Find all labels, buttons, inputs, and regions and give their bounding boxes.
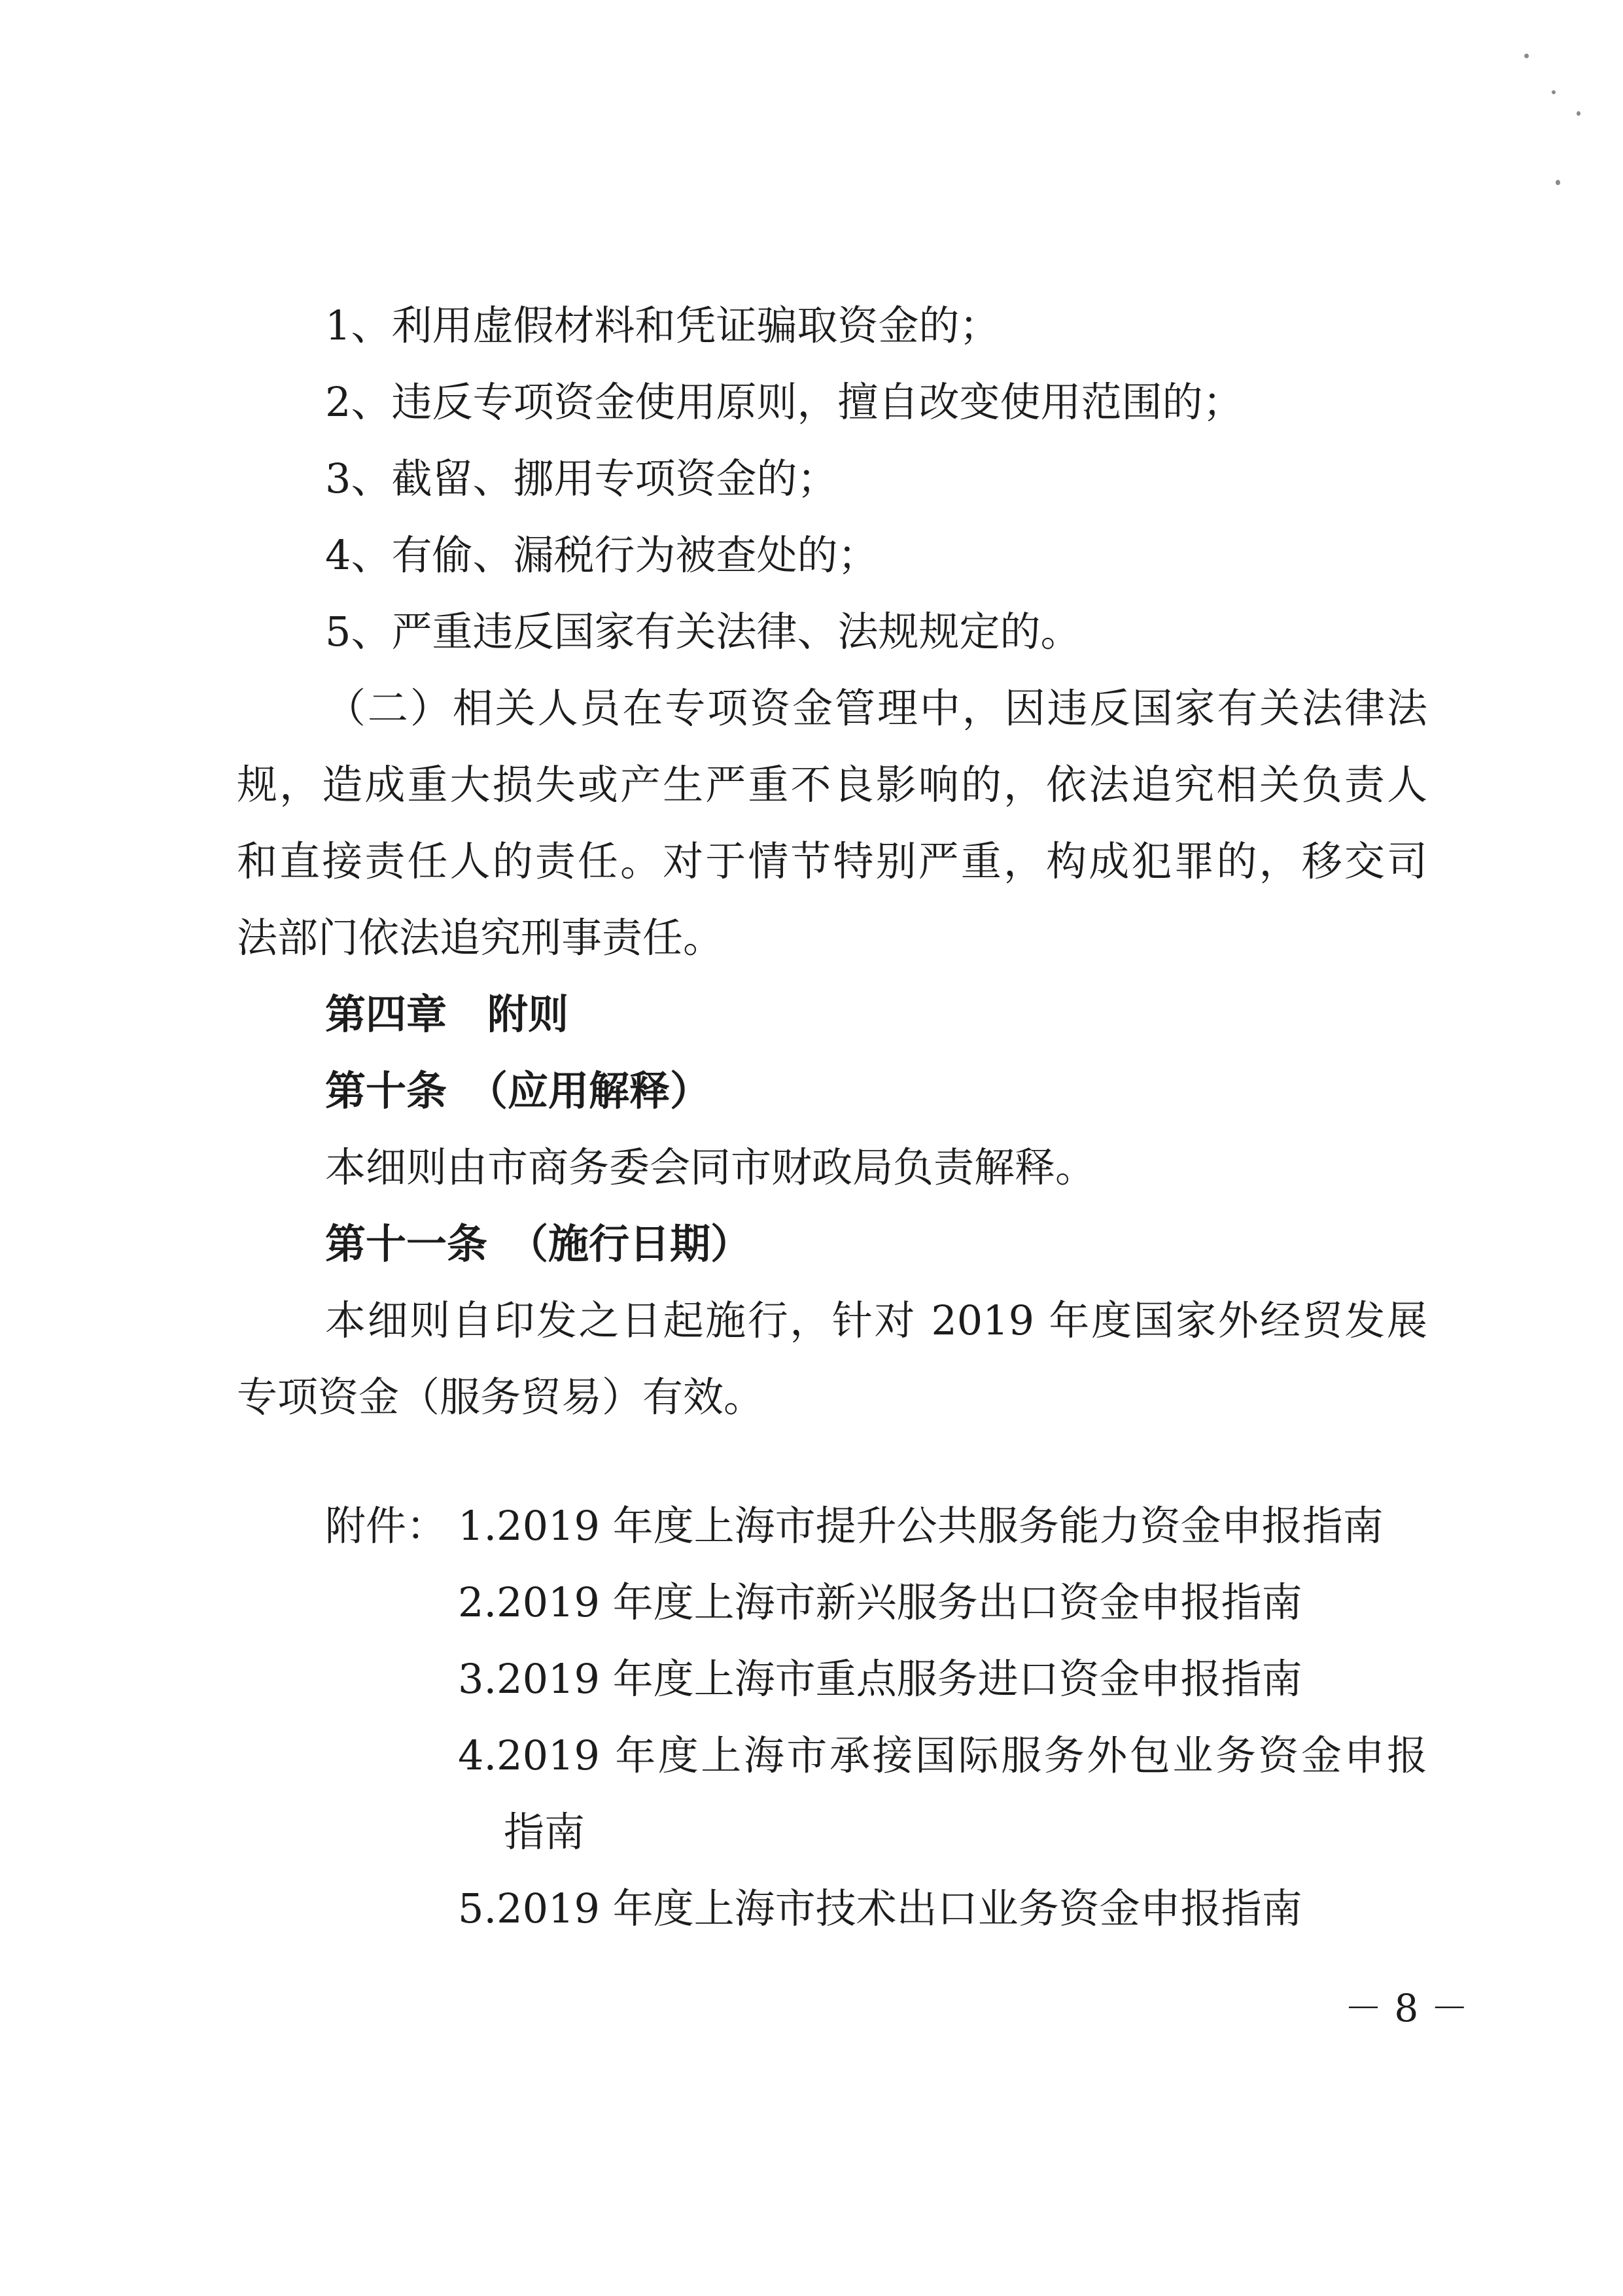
list-item: 5、严重违反国家有关法律、法规规定的。: [325, 608, 1081, 655]
article-text: 专项资金（服务贸易）有效。: [237, 1373, 765, 1421]
article-text: 本细则由市商务委会同市财政局负责解释。: [325, 1143, 1096, 1191]
list-item: 2、违反专项资金使用原则，擅自改变使用范围的；: [325, 378, 1244, 426]
attachments-label: 附件：: [325, 1502, 447, 1550]
paragraph-line: （二）相关人员在专项资金管理中，因违反国家有关法律法: [325, 684, 1427, 732]
article-text: 本细则自印发之日起施行，针对 2019 年度国家外经贸发展: [325, 1296, 1427, 1344]
paragraph-line: 法部门依法追究刑事责任。: [237, 914, 724, 962]
attachment-item-continuation: 指南: [504, 1808, 585, 1856]
scan-speck: [1577, 111, 1580, 116]
attachment-item: 5.2019 年度上海市技术出口业务资金申报指南: [458, 1885, 1302, 1932]
attachment-item: 4.2019 年度上海市承接国际服务外包业务资金申报: [458, 1731, 1427, 1779]
attachment-item: 2.2019 年度上海市新兴服务出口资金申报指南: [458, 1578, 1302, 1626]
article-heading: 第十一条 （施行日期）: [325, 1220, 752, 1268]
list-item: 3、截留、挪用专项资金的；: [325, 455, 838, 502]
scan-speck: [1524, 54, 1529, 58]
paragraph-line: 规，造成重大损失或产生严重不良影响的，依法追究相关负责人: [237, 761, 1427, 809]
list-item: 1、利用虚假材料和凭证骗取资金的；: [325, 302, 1000, 349]
article-heading: 第十条 （应用解释）: [325, 1067, 711, 1115]
attachment-item: 3.2019 年度上海市重点服务进口资金申报指南: [458, 1655, 1302, 1703]
paragraph-line: 和直接责任人的责任。对于情节特别严重，构成犯罪的，移交司: [237, 837, 1427, 885]
list-item: 4、有偷、漏税行为被查处的；: [325, 531, 879, 579]
scan-speck: [1552, 90, 1556, 94]
scan-speck: [1556, 180, 1560, 185]
page-number: － 8 －: [1344, 1986, 1469, 2030]
chapter-heading: 第四章 附则: [325, 990, 569, 1038]
attachment-item: 1.2019 年度上海市提升公共服务能力资金申报指南: [458, 1502, 1384, 1550]
